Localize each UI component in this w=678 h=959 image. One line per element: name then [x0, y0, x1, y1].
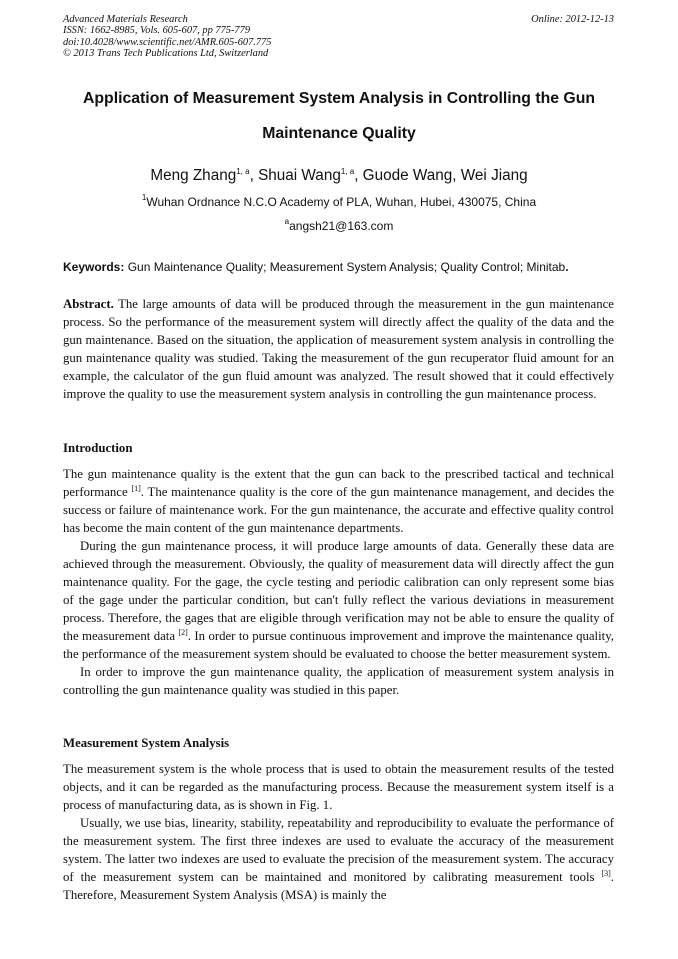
msa-body [63, 760, 614, 904]
abstract-label: Abstract. [63, 297, 114, 311]
author-separator: , [249, 167, 259, 184]
paragraph: During the gun maintenance process, it will produce large amounts of data. Generally these data are achieved through the measurement. Obviously, the quality of measurement data will directly affect the gun maintenance quality. For the gage, the cycle testing and periodic calibration can only represent some bias of the gage under the particular condition, but can't fully reflect the various deviations in measurement process. Therefore, the gages that are eligible through verification may not be able to ensure the quality of the measurement data [2]. In order to pursue continuous improvement and improve the maintenance quality, the performance of the measurement system should be evaluated to choose the better measurement system. [63, 539, 614, 661]
abstract [63, 295, 614, 403]
abstract-text: The large amounts of data will be produced through the measurement in the gun maintenance process. So the performance of the measurement system will directly affect the quality of the data and the gun maintenance. Based on the situation, the application of measurement system analysis in controlling the gun maintenance quality was studied. Taking the measurement of the gun recuperator fluid amount for an example, the calculator of the gun fluid amount was analyzed. The result showed that it could effectively improve the quality to use the measurement system analysis in controlling the gun maintenance process. [63, 297, 614, 401]
affiliation-mark: 1 [141, 193, 147, 202]
email-text: angsh21@163.com [289, 219, 394, 233]
author-list [40, 167, 638, 185]
doi-line: doi:10.4028/www.scientific.net/AMR.605-607.775 [63, 36, 272, 48]
online-date: Online: 2012-12-13 [531, 14, 614, 25]
email-mark: a [284, 217, 290, 226]
contact-email [40, 219, 638, 233]
journal-name: Advanced Materials Research [63, 14, 188, 25]
paragraph: The gun maintenance quality is the extent that the gun can back to the prescribed tactical and technical performance [1]. The maintenance quality is the core of the gun maintenance management, and decides the success or failure of maintenance work. For the gun maintenance, the accurate and effective quality control has become the main content of the gun maintenance departments. [63, 467, 615, 535]
keywords-label: Keywords: [63, 260, 125, 274]
keywords [63, 260, 623, 274]
paper-title-line-2: Maintenance Quality [262, 125, 416, 142]
affiliation-text: Wuhan Ordnance N.C.O Academy of PLA, Wuhan, Hubei, 430075, China [146, 195, 537, 209]
citation: [1] [131, 484, 141, 493]
paragraph: Usually, we use bias, linearity, stability, repeatability and reproducibility to evaluate the performance of the measurement system. The first three indexes are used to evaluate the accuracy of the measurement system. The latter two indexes are used to evaluate the precision of the measurement system. The accuracy of the measurement system can be maintained and monitored by calibrating measurement tools [3]. Therefore, Measurement System Analysis (MSA) is mainly the [63, 816, 614, 902]
section-heading-msa: Measurement System Analysis [63, 736, 230, 750]
journal-header [63, 14, 614, 59]
author-name: Meng Zhang [150, 167, 237, 184]
keywords-end: . [565, 260, 569, 274]
keywords-text: Gun Maintenance Quality; Measurement System Analysis; Quality Control; Minitab [124, 260, 566, 274]
author-affiliation-mark: 1, a [236, 167, 250, 176]
introduction-body [63, 465, 614, 699]
citation: [2] [178, 628, 188, 637]
author-name: Shuai Wang [258, 167, 341, 184]
copyright-line: © 2013 Trans Tech Publications Ltd, Switzerland [63, 47, 269, 59]
issn-line: ISSN: 1662-8985, Vols. 605-607, pp 775-779 [63, 25, 251, 37]
paper-title-line-1: Application of Measurement System Analysis in Controlling the Gun [82, 90, 595, 107]
paragraph: In order to improve the gun maintenance quality, the application of measurement system analysis in controlling the gun maintenance quality was studied in this paper. [63, 665, 614, 697]
paragraph: The measurement system is the whole process that is used to obtain the measurement results of the tested objects, and it can be regarded as the manufacturing process. Because the measurement system itself is a process of manufacturing data, as is shown in Fig. 1. [63, 762, 614, 812]
affiliation [40, 195, 638, 209]
author-affiliation-mark: 1, a [340, 167, 355, 176]
section-heading-introduction: Introduction [63, 441, 133, 455]
author-names-rest: , Guode Wang, Wei Jiang [354, 167, 528, 184]
citation: [3] [601, 869, 611, 878]
